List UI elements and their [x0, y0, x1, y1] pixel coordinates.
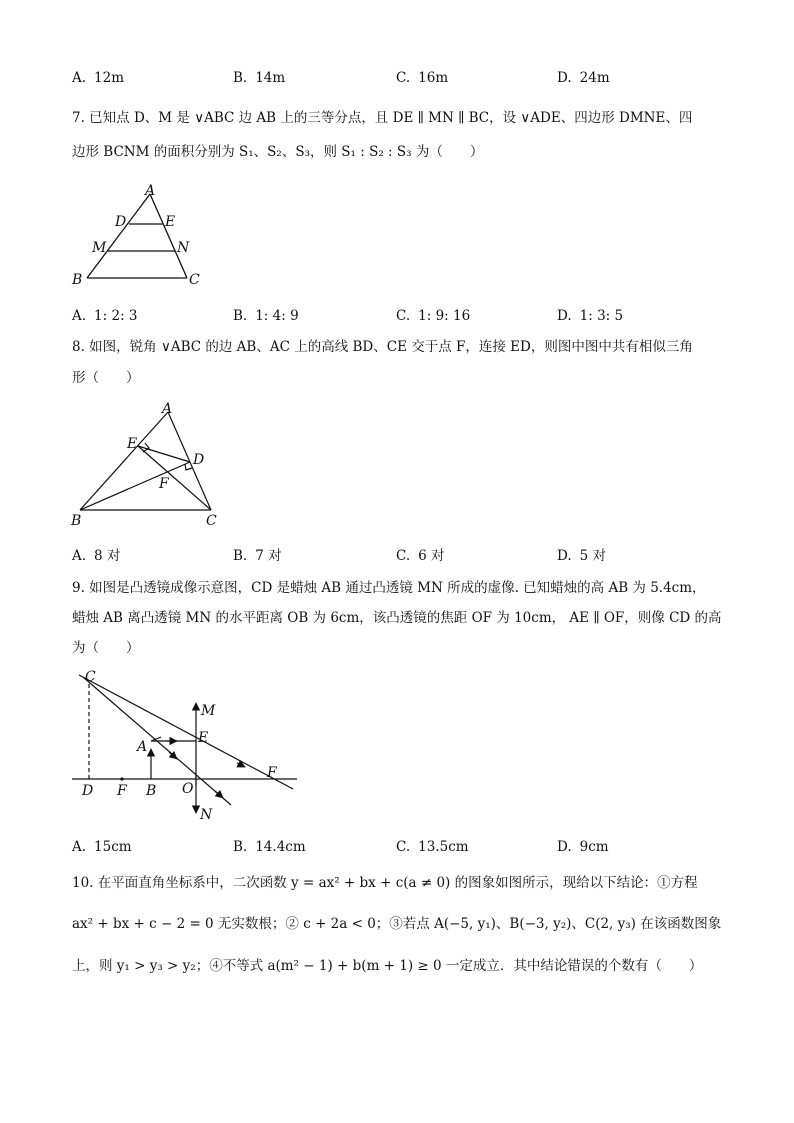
q10-stem-line-3: 上，则 y₁ > y₃ > y₂；④不等式 a(m² − 1) + b(m + 1) ≥ 0 一定成立．其中结论错误的个数有（ ）: [72, 958, 703, 974]
q8-label-a: A: [162, 401, 173, 417]
q6-option-a[interactable]: A. 12m: [72, 70, 125, 86]
q10-stem-line-1: 10. 在平面直角坐标系中，二次函数 y = ax² + bx + c(a ≠ 0) 的图象如图所示，现给以下结论：①方程: [72, 875, 698, 891]
q7-option-d[interactable]: D. 1: 3: 5: [557, 308, 624, 324]
q9-stem-line-1: 9. 如图是凸透镜成像示意图，CD 是蜡烛 AB 通过凸透镜 MN 所成的虚像. 已知蜡烛的高 AB 为 5.4cm，: [72, 580, 706, 596]
q9-label-a: A: [137, 739, 148, 755]
q6-option-b[interactable]: B. 14m: [233, 70, 286, 86]
q9-stem-line-2: 蜡烛 AB 离凸透镜 MN 的水平距离 OB 为 6cm，该凸透镜的焦距 OF 为 10cm， AE ∥ OF，则像 CD 的高: [72, 610, 722, 626]
q10-stem-line-2: ax² + bx + c − 2 = 0 无实数根；② c + 2a < 0；③若点 A(−5, y₁)、B(−3, y₂)、C(2, y₃) 在该函数图象: [72, 916, 722, 932]
q9-label-e: E: [198, 730, 209, 746]
q7-option-c[interactable]: C. 1: 9: 16: [396, 308, 471, 324]
q7-label-m: M: [92, 240, 107, 256]
q9-label-f-left: F: [117, 783, 127, 799]
q7-label-e: E: [165, 214, 176, 230]
q9-label-n: N: [200, 807, 213, 823]
q8-option-d[interactable]: D. 5 对: [557, 548, 607, 564]
q9-option-a[interactable]: A. 15cm: [72, 839, 132, 855]
q9-label-o: O: [182, 781, 194, 797]
q9-option-d[interactable]: D. 9cm: [557, 839, 609, 855]
q9-stem-line-3: 为（ ）: [72, 640, 140, 656]
q7-label-c: C: [189, 272, 200, 288]
q7-label-d: D: [115, 214, 127, 230]
q8-stem-line-1: 8. 如图，锐角 ∨ABC 的边 AB、AC 上的高线 BD、CE 交于点 F，连接 ED，则图中图中共有相似三角: [72, 339, 693, 355]
q8-option-b[interactable]: B. 7 对: [233, 548, 282, 564]
q8-label-b: B: [71, 513, 82, 529]
q9-option-b[interactable]: B. 14.4cm: [233, 839, 306, 855]
q9-label-c: C: [85, 669, 96, 685]
q9-label-d: D: [82, 783, 94, 799]
q6-option-d[interactable]: D. 24m: [557, 70, 610, 86]
q9-label-m: M: [201, 703, 216, 719]
q7-stem-line-2: 边形 BCNM 的面积分别为 S₁、S₂、S₃，则 S₁ : S₂ : S₃ 为（ ）: [72, 144, 484, 160]
q7-option-b[interactable]: B. 1: 4: 9: [233, 308, 299, 324]
q6-option-c[interactable]: C. 16m: [396, 70, 449, 86]
q9-lens-figure: [65, 665, 305, 825]
q8-label-d: D: [193, 452, 205, 468]
q7-label-a: A: [145, 183, 156, 199]
q7-label-b: B: [72, 272, 83, 288]
q8-label-f: F: [159, 476, 169, 492]
q8-triangle-figure: [65, 398, 235, 533]
q7-triangle-figure: [65, 180, 215, 295]
q7-label-n: N: [177, 240, 190, 256]
q7-stem-line-1: 7. 已知点 D、M 是 ∨ABC 边 AB 上的三等分点，且 DE ∥ MN ∥ BC，设 ∨ADE、四边形 DMNE、四: [72, 110, 693, 126]
q7-option-a[interactable]: A. 1: 2: 3: [72, 308, 138, 324]
q8-option-c[interactable]: C. 6 对: [396, 548, 445, 564]
q8-label-e: E: [127, 436, 138, 452]
q8-label-c: C: [206, 513, 217, 529]
q9-label-b: B: [146, 783, 157, 799]
q9-label-f-right: F: [267, 765, 277, 781]
q9-focus-point: [120, 777, 123, 780]
q8-stem-line-2: 形（ ）: [72, 370, 140, 386]
q8-option-a[interactable]: A. 8 对: [72, 548, 121, 564]
q9-option-c[interactable]: C. 13.5cm: [396, 839, 469, 855]
